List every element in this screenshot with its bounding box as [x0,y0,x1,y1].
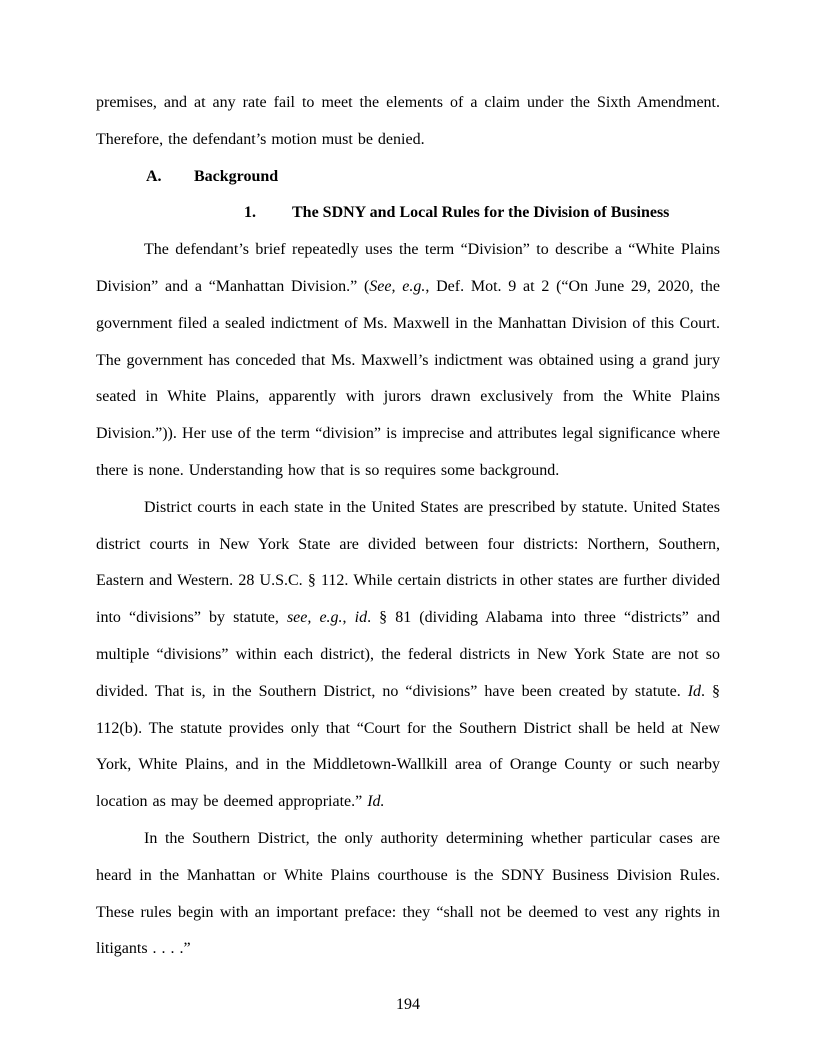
paragraph-division-term: The defendant’s brief repeatedly uses the term “Division” to describe a “White Plains Division” and a “Manhattan Division.” (See, e.g., Def. Mot. 9 at 2 (“On June 29, 2020, the government filed a sealed indictment of Ms. Maxwell in the Manhattan Division of this Court. The government has conceded that Ms. Maxwell’s indictment was obtained using a grand jury seated in White Plains, apparently with jurors drawn exclusively from the White Plains Division.”)). Her use of the term “division” is imprecise and attributes legal significance where there is none. Understanding how that is so requires some background. [96,241,720,479]
heading-sdny-rules-title: The SDNY and Local Rules for the Division of Business [292,204,670,222]
heading-sdny-rules [96,195,720,232]
heading-background-title: Background [194,167,279,185]
paragraph-district-courts: District courts in each state in the United States are prescribed by statute. United States district courts in New York State are divided between four districts: Northern, Southern, Eastern and Western. 28 U.S.C. § 112. While certain districts in other states are further divided into “divisions” by statute, see, e.g., id. § 81 (dividing Alabama into three “districts” and multiple “divisions” within each district), the federal districts in New York State are not so divided. That is, in the Southern District, no “divisions” have been created by statute. Id. § 112(b). The statute provides only that “Court for the Southern District shall be held at New York, White Plains, and in the Middletown-Wallkill area of Orange County or such nearby location as may be deemed appropriate.” Id. [96,498,721,811]
heading-sdny-rules-label: 1. [244,204,256,222]
heading-background-label: A. [146,167,162,185]
page-body [96,0,720,968]
heading-background [96,159,720,196]
paragraph-business-division-rules: In the Southern District, the only authority determining whether particular cases are heard in the Manhattan or White Plains courthouse is the SDNY Business Division Rules. These rules begin with an important preface: they “shall not be deemed to vest any rights in litigants . . . .” [96,829,720,958]
page-number: 194 [396,996,420,1013]
paragraph-continuation: premises, and at any rate fail to meet the elements of a claim under the Sixth Amendment. Therefore, the defendant’s motion must be denied. [96,94,720,148]
